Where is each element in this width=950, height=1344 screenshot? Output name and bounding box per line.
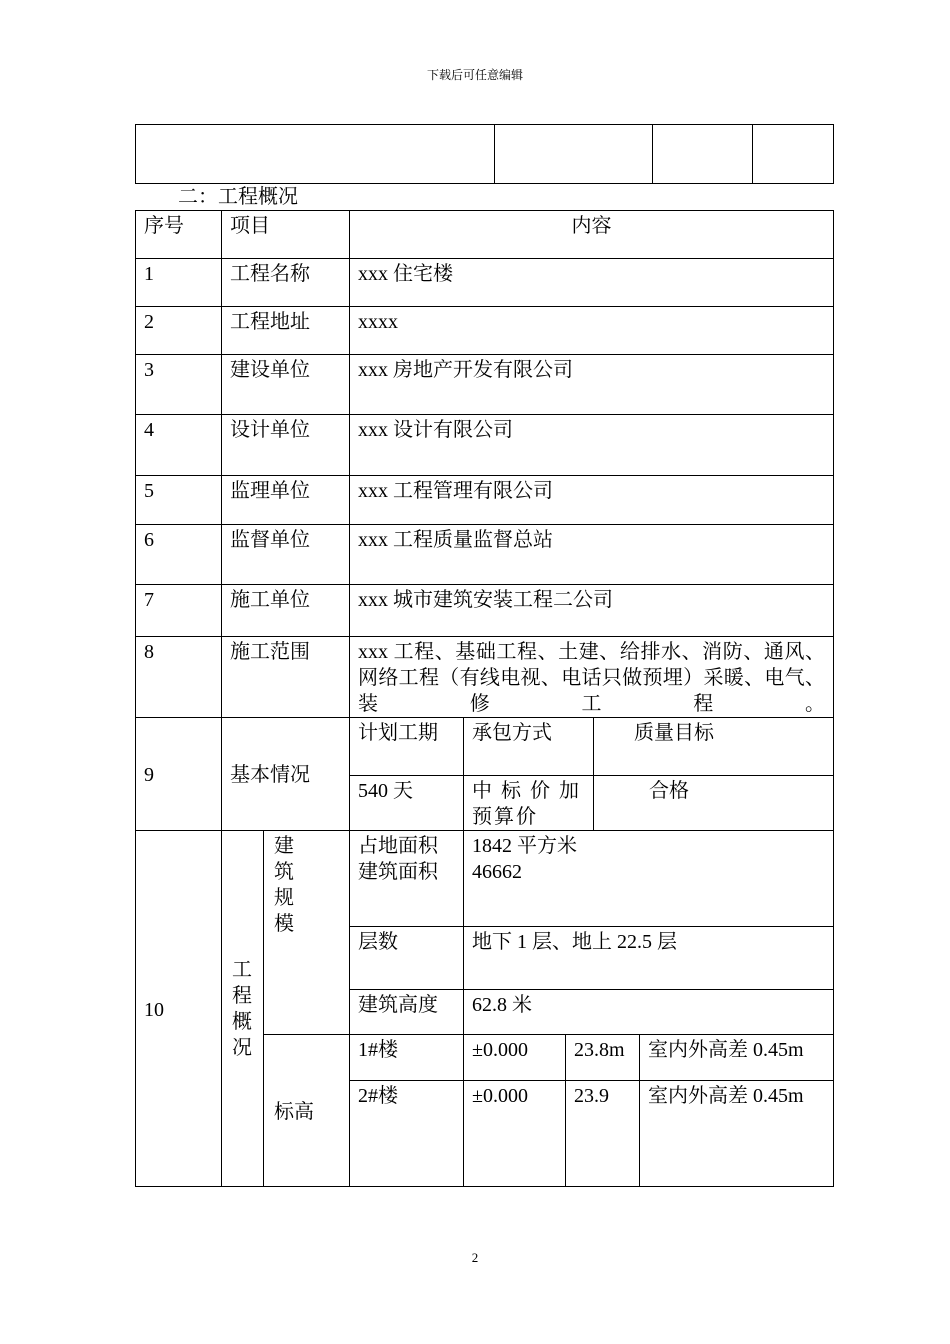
row-item: 工程名称 [222,259,350,307]
row-item: 监理单位 [222,476,350,525]
plan-period-label: 计划工期 [350,718,464,776]
table-row [136,585,834,637]
row-content: xxx 工程质量监督总站 [350,525,834,585]
table-row [136,307,834,355]
section-title: 二：工程概况 [178,186,298,208]
row-item: 建设单位 [222,355,350,415]
floors-label: 层数 [350,927,464,990]
row-item: 施工单位 [222,585,350,637]
building-diff: 室内外高差 0.45m [640,1081,834,1187]
group-label-text: 工程概况 [232,958,252,1059]
header-item: 项目 [222,211,350,259]
row-item: 基本情况 [222,718,350,831]
table-cell [495,125,653,184]
row-item: 监督单位 [222,525,350,585]
row-item: 设计单位 [222,415,350,476]
table-row [136,125,834,184]
group-label [222,831,264,1187]
row-num: 8 [136,637,222,718]
table-row [136,355,834,415]
floors-value: 地下 1 层、地上 22.5 层 [464,927,834,990]
row-num: 10 [136,831,222,1187]
row-content: xxx 房地产开发有限公司 [350,355,834,415]
row-num: 7 [136,585,222,637]
row-content: xxxx [350,307,834,355]
table-cell [753,125,834,184]
building-zero: ±0.000 [464,1081,566,1187]
table-row [136,525,834,585]
row-num: 6 [136,525,222,585]
row-content: xxx 住宅楼 [350,259,834,307]
table-row [136,476,834,525]
row-content: xxx 设计有限公司 [350,415,834,476]
row-num: 5 [136,476,222,525]
table-row [136,718,834,776]
row-item: 施工范围 [222,637,350,718]
table-row [136,831,834,927]
header-content: 内容 [350,211,834,259]
building-zero: ±0.000 [464,1035,566,1081]
building-diff: 室内外高差 0.45m [640,1035,834,1081]
height-value: 62.8 米 [464,990,834,1035]
page-number: 2 [471,1250,479,1265]
row-num: 9 [136,718,222,831]
table-row [136,415,834,476]
building-name: 1#楼 [350,1035,464,1081]
table-cell [653,125,753,184]
row-num: 1 [136,259,222,307]
row-num: 2 [136,307,222,355]
scale-label-text: 建筑规模 [274,835,294,935]
height-label: 建筑高度 [350,990,464,1035]
building-name: 2#楼 [350,1081,464,1187]
elevation-label: 标高 [264,1035,350,1187]
row-num: 4 [136,415,222,476]
building-height: 23.8m [566,1035,640,1081]
table-cell [136,125,495,184]
header-num: 序号 [136,211,222,259]
row-num: 3 [136,355,222,415]
building-height: 23.9 [566,1081,640,1187]
top-table-fragment [135,124,834,184]
row-content: xxx 城市建筑安装工程二公司 [350,585,834,637]
contract-mode-value: 中 标 价 加 预算价 [464,776,594,831]
area-label: 占地面积 建筑面积 [350,831,464,927]
table-header-row [136,211,834,259]
project-overview-table [135,210,834,1187]
table-row [136,637,834,718]
table-row [136,259,834,307]
contract-mode-label: 承包方式 [464,718,594,776]
area-value: 1842 平方米 46662 [464,831,834,927]
page-header: 下载后可任意编辑 [426,68,523,82]
plan-period-value: 540 天 [350,776,464,831]
quality-goal-label: 质量目标 [594,718,834,776]
row-content: xxx 工程、基础工程、土建、给排水、消防、通风、网络工程（有线电视、电话只做预埋）采暖、电气、装修工程。 [350,637,834,718]
quality-goal-value: 合格 [594,776,834,831]
row-content: xxx 工程管理有限公司 [350,476,834,525]
row-item: 工程地址 [222,307,350,355]
scale-label [264,831,350,1035]
